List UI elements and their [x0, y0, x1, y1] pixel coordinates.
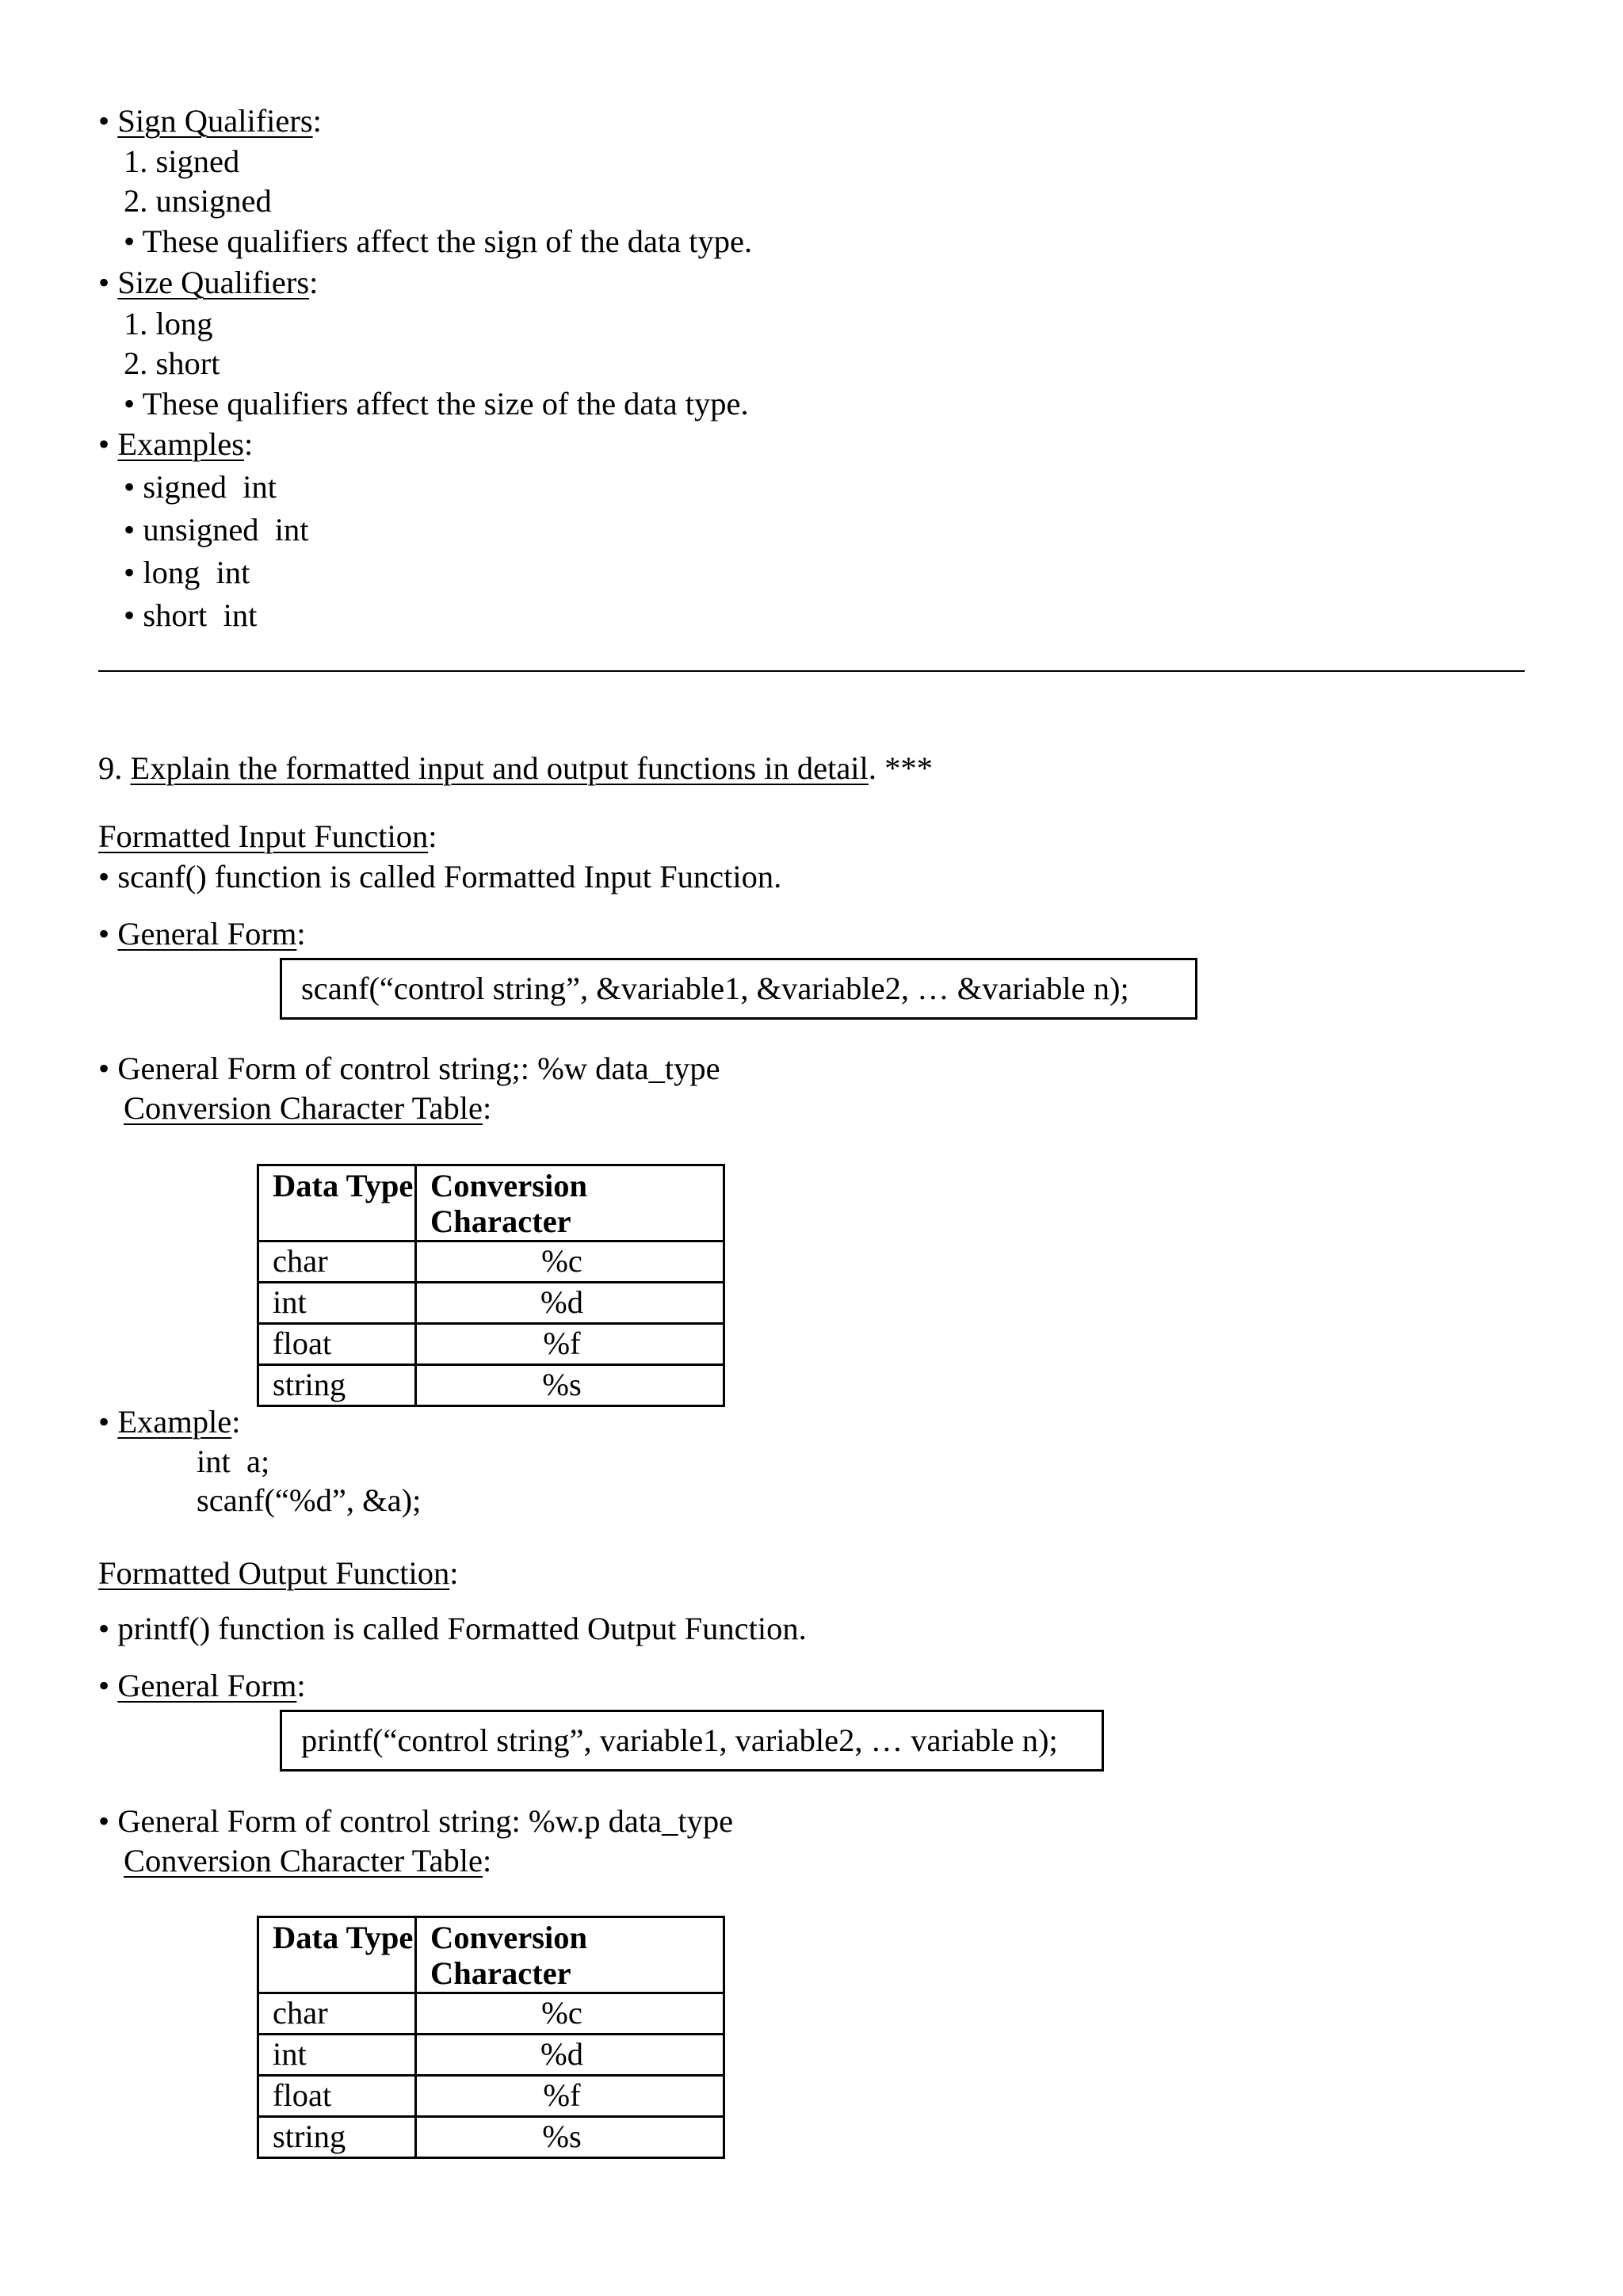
- output-control-string: • General Form of control string: %w.p data_type: [98, 1803, 734, 1839]
- table-cell: float: [258, 1324, 416, 1365]
- input-general-form-title: General Form: [117, 916, 297, 952]
- output-table-title: Conversion Character Table: [124, 1843, 483, 1878]
- table-row: [258, 2035, 724, 2076]
- table-header-cell: Data Type: [258, 1917, 416, 1993]
- table-cell: string: [258, 1365, 416, 1406]
- input-section-title: Formatted Input Function: [98, 818, 429, 854]
- table-row: [258, 1993, 724, 2035]
- example-code-line: int a;: [197, 1444, 270, 1479]
- size-qualifiers-title: Size Qualifiers: [117, 265, 310, 300]
- question-text: Explain the formatted input and output functions in detail: [130, 750, 869, 786]
- size-qualifier-item: 2. short: [124, 345, 220, 381]
- table-row: [258, 2076, 724, 2117]
- input-conversion-table: [257, 1164, 725, 1407]
- input-general-form-code: scanf(“control string”, &variable1, &variable2, … &variable n);: [301, 971, 1129, 1006]
- example-item: • unsigned int: [124, 512, 309, 547]
- input-example-heading: • Example:: [98, 1404, 241, 1440]
- input-general-form-box: [280, 958, 1197, 1020]
- table-header-cell: Conversion Character: [416, 1165, 724, 1241]
- sign-qualifiers-title: Sign Qualifiers: [117, 103, 313, 139]
- table-cell: int: [258, 2035, 416, 2076]
- table-cell: %f: [416, 2076, 724, 2117]
- sign-qualifier-note: • These qualifiers affect the sign of the data type.: [124, 223, 753, 259]
- size-qualifier-item: 1. long: [124, 306, 213, 341]
- table-cell: %c: [416, 1241, 724, 1283]
- output-general-form-code: printf(“control string”, variable1, variable2, … variable n);: [301, 1722, 1058, 1758]
- input-table-heading: Conversion Character Table:: [124, 1090, 492, 1126]
- example-code-line: scanf(“%d”, &a);: [197, 1482, 422, 1518]
- output-general-form-title: General Form: [117, 1668, 297, 1703]
- input-general-form-label: • General Form:: [98, 916, 306, 952]
- sign-qualifier-item: 2. unsigned: [124, 183, 272, 219]
- table-cell: %f: [416, 1324, 724, 1365]
- example-item: • signed int: [124, 469, 277, 505]
- table-header-cell: Data Type: [258, 1165, 416, 1241]
- table-header-cell: Conversion Character: [416, 1917, 724, 1993]
- table-cell: %d: [416, 2035, 724, 2076]
- table-row: [258, 1324, 724, 1365]
- output-general-form-label: • General Form:: [98, 1668, 306, 1703]
- input-table-title: Conversion Character Table: [124, 1090, 483, 1126]
- output-section-heading: Formatted Output Function:: [98, 1555, 459, 1591]
- table-cell: %c: [416, 1993, 724, 2035]
- sign-qualifier-item: 1. signed: [124, 143, 240, 179]
- table-row: [258, 1241, 724, 1283]
- table-cell: char: [258, 1993, 416, 2035]
- table-header-row: [258, 1917, 724, 1993]
- table-header-row: [258, 1165, 724, 1241]
- sign-qualifiers-heading: • Sign Qualifiers:: [98, 103, 322, 139]
- output-description: • printf() function is called Formatted Output Function.: [98, 1611, 807, 1646]
- output-table-heading: Conversion Character Table:: [124, 1843, 492, 1878]
- input-control-string: • General Form of control string;: %w data_type: [98, 1051, 720, 1086]
- size-qualifiers-heading: • Size Qualifiers:: [98, 265, 319, 300]
- table-cell: int: [258, 1283, 416, 1324]
- output-general-form-box: [280, 1710, 1104, 1772]
- table-cell: string: [258, 2117, 416, 2158]
- table-cell: char: [258, 1241, 416, 1283]
- examples-title: Examples: [117, 426, 245, 462]
- output-section-title: Formatted Output Function: [98, 1555, 450, 1591]
- table-cell: %s: [416, 1365, 724, 1406]
- section-divider: [98, 670, 1525, 672]
- example-item: • long int: [124, 555, 250, 590]
- table-row: [258, 2117, 724, 2158]
- question-heading: 9. Explain the formatted input and output functions in detail. ***: [98, 750, 933, 786]
- input-section-heading: Formatted Input Function:: [98, 818, 437, 854]
- output-conversion-table: [257, 1916, 725, 2159]
- table-cell: %d: [416, 1283, 724, 1324]
- table-cell: float: [258, 2076, 416, 2117]
- examples-heading: • Examples:: [98, 426, 254, 462]
- example-item: • short int: [124, 597, 258, 633]
- input-example-title: Example: [117, 1404, 232, 1440]
- table-row: [258, 1283, 724, 1324]
- input-description: • scanf() function is called Formatted Input Function.: [98, 859, 782, 894]
- size-qualifier-note: • These qualifiers affect the size of the data type.: [124, 386, 749, 421]
- table-cell: %s: [416, 2117, 724, 2158]
- table-row: [258, 1365, 724, 1406]
